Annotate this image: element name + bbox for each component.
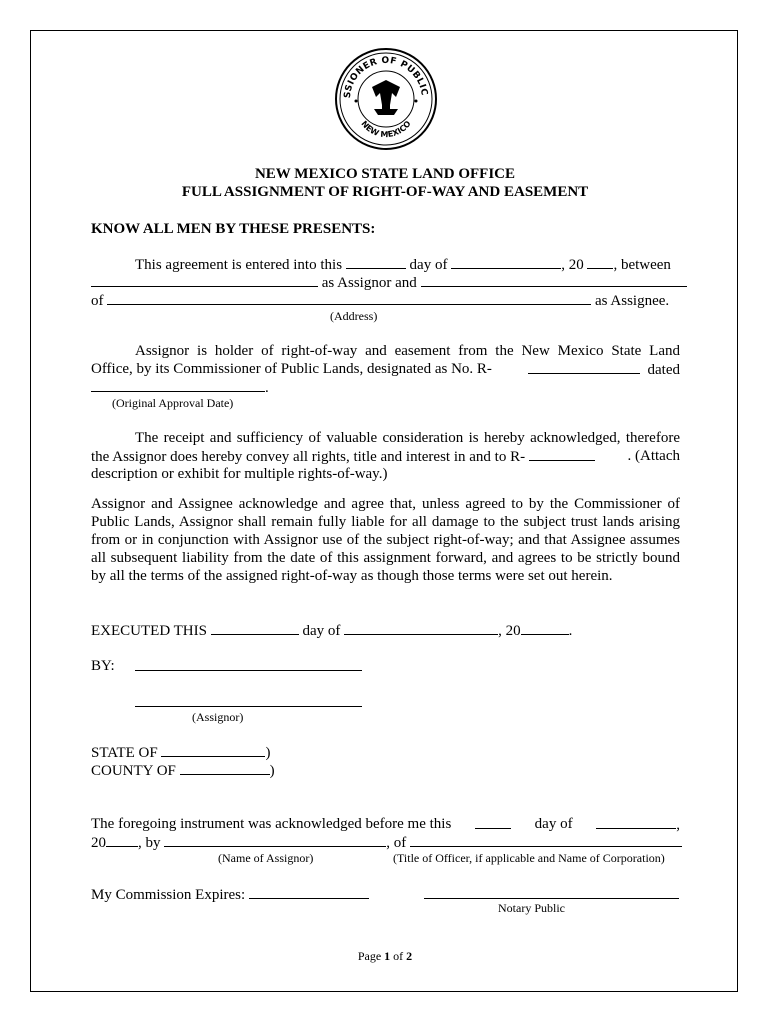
day-blank[interactable] <box>346 255 406 269</box>
assignee-name-blank[interactable] <box>421 273 687 287</box>
commission-expires-blank[interactable] <box>249 885 369 899</box>
notary-officer-blank[interactable] <box>410 833 682 847</box>
seal-bottom-text: NEW MEXICO <box>359 119 413 140</box>
notary-line-2: 20 , by , of <box>91 833 682 852</box>
signature-line-1[interactable] <box>135 670 362 671</box>
receipt-line-2: the Assignor does hereby convey all rights, title and interest in and to R- . (Attach <box>91 448 680 465</box>
office-heading: NEW MEXICO STATE LAND OFFICE <box>254 166 516 182</box>
receipt-line-3: description or exhibit for multiple rights-of-way.) <box>91 466 388 482</box>
intro-heading: KNOW ALL MEN BY THESE PRESENTS: <box>91 221 376 237</box>
name-of-assignor-caption: (Name of Assignor) <box>218 851 314 865</box>
form-title: FULL ASSIGNMENT OF RIGHT-OF-WAY AND EASEMENT <box>181 184 589 200</box>
page-indicator: Page 1 of 2 <box>357 949 413 963</box>
row-number-blank[interactable] <box>528 360 640 374</box>
notary-assignor-name-blank[interactable] <box>164 833 386 847</box>
signature-line-2[interactable] <box>135 706 362 707</box>
holder-line-2: Office, by its Commissioner of Public Lands, designated as No. R- dated <box>91 361 680 378</box>
agreement-line-2: as Assignor and <box>91 273 687 292</box>
state-blank[interactable] <box>161 743 265 757</box>
state-seal <box>334 47 438 151</box>
notary-day-blank[interactable] <box>475 815 511 829</box>
notary-year-blank[interactable] <box>106 833 138 847</box>
approval-date-caption: (Original Approval Date) <box>112 396 234 410</box>
county-blank[interactable] <box>180 761 270 775</box>
notary-signature-line[interactable] <box>424 898 679 899</box>
executed-line: EXECUTED THIS day of , 20 . <box>91 623 573 639</box>
executed-year-blank[interactable] <box>521 621 569 635</box>
commission-line: My Commission Expires: <box>91 885 369 904</box>
assignor-name-blank[interactable] <box>91 273 318 287</box>
executed-day-blank[interactable] <box>211 621 299 635</box>
eagle-emblem <box>372 80 400 115</box>
executed-month-blank[interactable] <box>344 621 498 635</box>
approval-date-blank[interactable] <box>91 378 265 392</box>
holder-line-1: Assignor is holder of right-of-way and easement from the New Mexico State Land <box>135 343 680 359</box>
address-blank[interactable] <box>107 291 591 305</box>
county-line: COUNTY OF ) <box>91 763 275 779</box>
receipt-line-1: The receipt and sufficiency of valuable consideration is hereby acknowledged, therefore <box>135 430 680 446</box>
seal-top-text: SSIONER OF PUBLIC <box>342 55 429 99</box>
notary-public-caption: Notary Public <box>498 901 565 915</box>
seal-graphic <box>334 47 438 151</box>
holder-line-3: . <box>91 378 269 397</box>
address-caption: (Address) <box>330 309 378 323</box>
notary-line-1: The foregoing instrument was acknowledged before me this day of , <box>91 816 680 833</box>
svg-text:NEW MEXICO <box>359 119 413 139</box>
assignor-caption: (Assignor) <box>192 710 244 724</box>
agreement-line-3: of as Assignee. <box>91 293 670 309</box>
notary-month-blank[interactable] <box>596 815 676 829</box>
state-line: STATE OF ) <box>91 745 271 761</box>
year-blank[interactable] <box>587 255 613 269</box>
officer-title-caption: (Title of Officer, if applicable and Name of Corporation) <box>393 851 665 865</box>
liability-paragraph: Assignor and Assignee acknowledge and agree that, unless agreed to by the Commissioner of Public Lands, Assignor shall remain fully liable for all damage to the subject trust lands arising from or in conjunction with Assignor use of the subject right-of-way; and that Assignee assumes all subsequent liability from the date of this assignment forward, and agrees to be strictly bound by all the terms of the assigned right-of-way as though those terms were set out herein. <box>91 496 680 584</box>
row-reference-blank[interactable] <box>529 447 595 461</box>
month-blank[interactable] <box>451 255 561 269</box>
by-label: BY: <box>91 658 115 674</box>
agreement-line-1: This agreement is entered into this day of , 20 , between <box>135 257 671 273</box>
